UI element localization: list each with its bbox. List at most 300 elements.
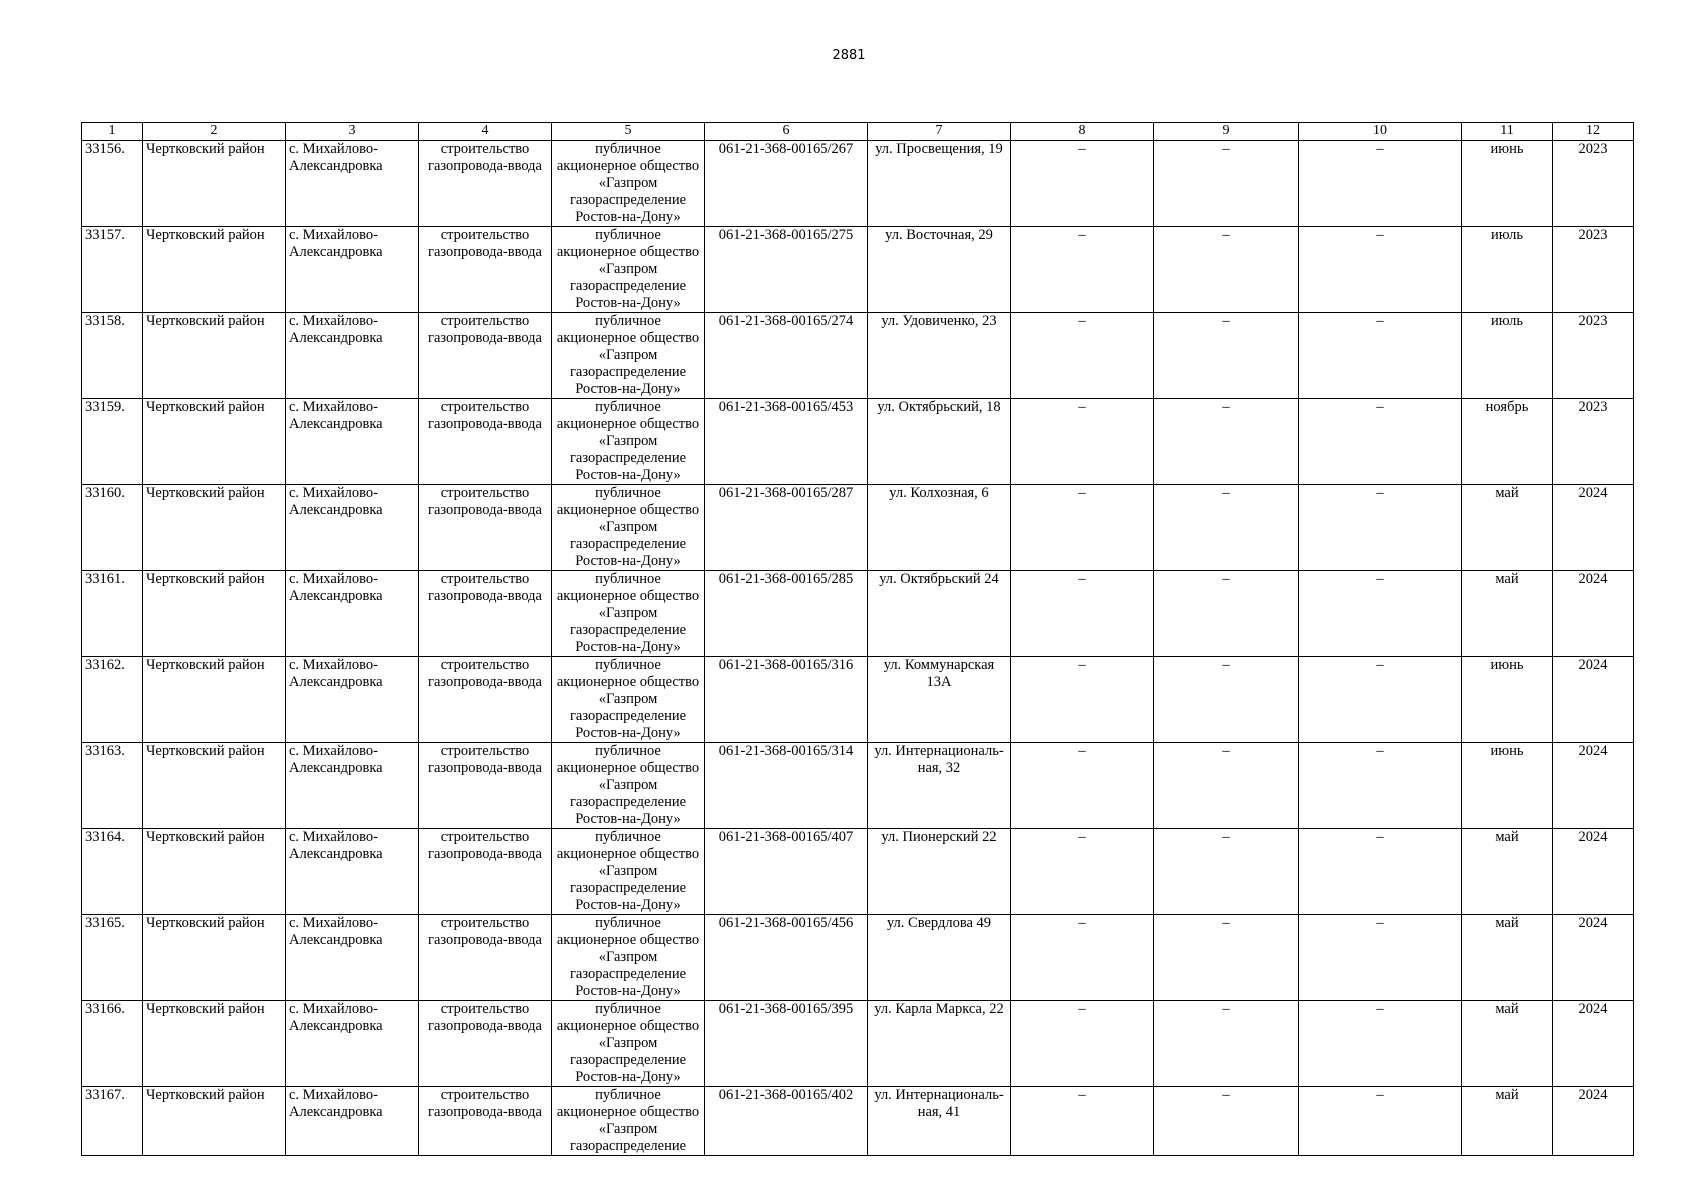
work-text: строительство газопровода-ввода	[428, 141, 542, 174]
district-text: Чертковский район	[146, 141, 265, 157]
column-header-7: 7	[868, 123, 1011, 141]
column-9-cell	[1154, 313, 1299, 399]
address-text: ул. Колхозная, 6	[889, 485, 989, 501]
year-text: 2023	[1578, 313, 1608, 329]
org-text: публичное акционерное общество «Газпром газораспределение Ростов-на-Дону»	[556, 399, 700, 483]
work-text: строительство газопровода-ввода	[428, 485, 542, 518]
month-cell	[1462, 313, 1553, 399]
district-cell	[143, 915, 286, 1001]
code-text: 061-21-368-00165/395	[718, 1001, 854, 1017]
year-cell	[1553, 915, 1634, 1001]
district-text: Чертковский район	[146, 829, 265, 845]
work-type-cell	[419, 227, 552, 313]
settlement-cell	[286, 141, 419, 227]
column-header-1: 1	[82, 123, 143, 141]
column-8-cell	[1011, 141, 1154, 227]
n-text: 33162.	[85, 657, 125, 673]
district-text: Чертковский район	[146, 313, 265, 329]
column-9-cell	[1154, 227, 1299, 313]
n-text: 33160.	[85, 485, 125, 501]
year-text: 2024	[1578, 829, 1608, 845]
address-text: ул. Октябрьский, 18	[877, 399, 1001, 415]
table-row	[82, 227, 1634, 313]
c9-text: –	[1222, 657, 1230, 673]
c8-text: –	[1078, 571, 1086, 587]
column-header-11: 11	[1462, 123, 1553, 141]
code-text: 061-21-368-00165/316	[718, 657, 854, 673]
month-text: май	[1495, 1087, 1519, 1103]
registry-code-cell	[705, 1087, 868, 1156]
column-9-cell	[1154, 141, 1299, 227]
c10-text: –	[1376, 657, 1384, 673]
column-8-cell	[1011, 743, 1154, 829]
organization-cell	[552, 399, 705, 485]
column-10-cell	[1299, 1087, 1462, 1156]
settlement-text: с. Михайлово-Александровка	[289, 743, 383, 776]
settlement-text: с. Михайлово-Александровка	[289, 571, 383, 604]
work-text: строительство газопровода-ввода	[428, 1087, 542, 1120]
month-text: май	[1495, 571, 1519, 587]
organization-cell	[552, 1087, 705, 1156]
year-cell	[1553, 1001, 1634, 1087]
address-text: ул. Свердлова 49	[886, 915, 992, 931]
registry-code-cell	[705, 313, 868, 399]
c9-text: –	[1222, 1087, 1230, 1103]
address-text: ул. Пионерский 22	[881, 829, 997, 845]
settlement-text: с. Михайлово-Александровка	[289, 1087, 383, 1120]
registry-code-cell	[705, 227, 868, 313]
code-text: 061-21-368-00165/285	[718, 571, 854, 587]
c8-text: –	[1078, 743, 1086, 759]
column-10-cell	[1299, 399, 1462, 485]
code-text: 061-21-368-00165/407	[718, 829, 854, 845]
work-type-cell	[419, 657, 552, 743]
table-row	[82, 571, 1634, 657]
settlement-text: с. Михайлово-Александровка	[289, 657, 383, 690]
year-cell	[1553, 571, 1634, 657]
year-cell	[1553, 743, 1634, 829]
year-text: 2024	[1578, 571, 1608, 587]
work-text: строительство газопровода-ввода	[428, 829, 542, 862]
n-text: 33156.	[85, 141, 125, 157]
work-type-cell	[419, 313, 552, 399]
settlement-cell	[286, 571, 419, 657]
district-text: Чертковский район	[146, 571, 265, 587]
month-cell	[1462, 657, 1553, 743]
organization-cell	[552, 485, 705, 571]
c8-text: –	[1078, 657, 1086, 673]
org-text: публичное акционерное общество «Газпром газораспределение	[556, 1087, 700, 1154]
year-text: 2023	[1578, 399, 1608, 415]
column-header-8: 8	[1011, 123, 1154, 141]
column-8-cell	[1011, 829, 1154, 915]
address-text: ул. Коммунарская 13А	[883, 657, 995, 690]
c8-text: –	[1078, 1001, 1086, 1017]
settlement-cell	[286, 743, 419, 829]
row-number-cell	[82, 829, 143, 915]
column-10-cell	[1299, 313, 1462, 399]
row-number-cell	[82, 571, 143, 657]
org-text: публичное акционерное общество «Газпром газораспределение Ростов-на-Дону»	[556, 915, 700, 999]
code-text: 061-21-368-00165/274	[718, 313, 854, 329]
settlement-cell	[286, 1001, 419, 1087]
c8-text: –	[1078, 141, 1086, 157]
table-row	[82, 743, 1634, 829]
table-row	[82, 485, 1634, 571]
address-cell	[868, 227, 1011, 313]
year-text: 2024	[1578, 485, 1608, 501]
column-10-cell	[1299, 227, 1462, 313]
column-10-cell	[1299, 485, 1462, 571]
table-row	[82, 141, 1634, 227]
c10-text: –	[1376, 141, 1384, 157]
organization-cell	[552, 141, 705, 227]
column-9-cell	[1154, 399, 1299, 485]
c9-text: –	[1222, 829, 1230, 845]
table-header	[82, 123, 1634, 141]
organization-cell	[552, 313, 705, 399]
column-9-cell	[1154, 1001, 1299, 1087]
registry-code-cell	[705, 485, 868, 571]
month-text: июль	[1490, 227, 1524, 243]
work-type-cell	[419, 829, 552, 915]
settlement-text: с. Михайлово-Александровка	[289, 915, 383, 948]
org-text: публичное акционерное общество «Газпром газораспределение Ростов-на-Дону»	[556, 1001, 700, 1085]
n-text: 33163.	[85, 743, 125, 759]
org-text: публичное акционерное общество «Газпром газораспределение Ростов-на-Дону»	[556, 743, 700, 827]
month-cell	[1462, 571, 1553, 657]
settlement-cell	[286, 915, 419, 1001]
n-text: 33164.	[85, 829, 125, 845]
address-cell	[868, 1087, 1011, 1156]
c9-text: –	[1222, 915, 1230, 931]
column-10-cell	[1299, 829, 1462, 915]
district-cell	[143, 313, 286, 399]
year-cell	[1553, 657, 1634, 743]
year-cell	[1553, 313, 1634, 399]
work-type-cell	[419, 1087, 552, 1156]
n-text: 33167.	[85, 1087, 125, 1103]
district-cell	[143, 399, 286, 485]
column-9-cell	[1154, 485, 1299, 571]
org-text: публичное акционерное общество «Газпром газораспределение Ростов-на-Дону»	[556, 829, 700, 913]
organization-cell	[552, 915, 705, 1001]
work-text: строительство газопровода-ввода	[428, 313, 542, 346]
column-8-cell	[1011, 915, 1154, 1001]
column-8-cell	[1011, 657, 1154, 743]
c8-text: –	[1078, 829, 1086, 845]
org-text: публичное акционерное общество «Газпром газораспределение Ростов-на-Дону»	[556, 227, 700, 311]
c10-text: –	[1376, 829, 1384, 845]
year-cell	[1553, 141, 1634, 227]
district-text: Чертковский район	[146, 743, 265, 759]
n-text: 33157.	[85, 227, 125, 243]
row-number-cell	[82, 1001, 143, 1087]
c9-text: –	[1222, 485, 1230, 501]
row-number-cell	[82, 915, 143, 1001]
address-text: ул. Удовиченко, 23	[881, 313, 997, 329]
year-cell	[1553, 829, 1634, 915]
district-cell	[143, 1001, 286, 1087]
table-row	[82, 313, 1634, 399]
settlement-cell	[286, 1087, 419, 1156]
c9-text: –	[1222, 571, 1230, 587]
district-cell	[143, 141, 286, 227]
table-row	[82, 1087, 1634, 1156]
district-text: Чертковский район	[146, 1087, 265, 1103]
row-number-cell	[82, 227, 143, 313]
organization-cell	[552, 829, 705, 915]
district-text: Чертковский район	[146, 227, 265, 243]
year-text: 2023	[1578, 141, 1608, 157]
registry-code-cell	[705, 829, 868, 915]
registry-code-cell	[705, 399, 868, 485]
month-text: май	[1495, 485, 1519, 501]
column-9-cell	[1154, 571, 1299, 657]
address-text: ул. Просвещения, 19	[875, 141, 1003, 157]
year-text: 2024	[1578, 1087, 1608, 1103]
c10-text: –	[1376, 227, 1384, 243]
address-text: ул. Интернациональ-ная, 32	[874, 743, 1004, 776]
org-text: публичное акционерное общество «Газпром газораспределение Ростов-на-Дону»	[556, 657, 700, 741]
work-type-cell	[419, 141, 552, 227]
address-cell	[868, 485, 1011, 571]
n-text: 33161.	[85, 571, 125, 587]
column-8-cell	[1011, 1001, 1154, 1087]
month-cell	[1462, 1087, 1553, 1156]
column-header-10: 10	[1299, 123, 1462, 141]
month-text: май	[1495, 915, 1519, 931]
district-cell	[143, 571, 286, 657]
column-10-cell	[1299, 915, 1462, 1001]
n-text: 33165.	[85, 915, 125, 931]
column-header-4: 4	[419, 123, 552, 141]
c9-text: –	[1222, 141, 1230, 157]
c9-text: –	[1222, 1001, 1230, 1017]
organization-cell	[552, 571, 705, 657]
settlement-cell	[286, 657, 419, 743]
settlement-text: с. Михайлово-Александровка	[289, 1001, 383, 1034]
column-header-2: 2	[143, 123, 286, 141]
work-type-cell	[419, 399, 552, 485]
column-9-cell	[1154, 657, 1299, 743]
c8-text: –	[1078, 227, 1086, 243]
code-text: 061-21-368-00165/267	[718, 141, 854, 157]
column-8-cell	[1011, 313, 1154, 399]
year-cell	[1553, 1087, 1634, 1156]
district-cell	[143, 829, 286, 915]
c10-text: –	[1376, 313, 1384, 329]
c10-text: –	[1376, 485, 1384, 501]
month-cell	[1462, 743, 1553, 829]
address-cell	[868, 571, 1011, 657]
settlement-cell	[286, 829, 419, 915]
header-row	[82, 123, 1634, 141]
column-8-cell	[1011, 399, 1154, 485]
district-cell	[143, 227, 286, 313]
n-text: 33166.	[85, 1001, 125, 1017]
code-text: 061-21-368-00165/314	[718, 743, 854, 759]
registry-code-cell	[705, 141, 868, 227]
settlement-cell	[286, 399, 419, 485]
column-header-5: 5	[552, 123, 705, 141]
c10-text: –	[1376, 399, 1384, 415]
settlement-text: с. Михайлово-Александровка	[289, 141, 383, 174]
settlement-cell	[286, 313, 419, 399]
district-cell	[143, 743, 286, 829]
month-cell	[1462, 399, 1553, 485]
column-10-cell	[1299, 571, 1462, 657]
month-cell	[1462, 1001, 1553, 1087]
year-text: 2024	[1578, 743, 1608, 759]
c8-text: –	[1078, 1087, 1086, 1103]
month-text: ноябрь	[1485, 399, 1529, 415]
district-text: Чертковский район	[146, 657, 265, 673]
work-text: строительство газопровода-ввода	[428, 227, 542, 260]
c9-text: –	[1222, 227, 1230, 243]
org-text: публичное акционерное общество «Газпром газораспределение Ростов-на-Дону»	[556, 485, 700, 569]
year-cell	[1553, 399, 1634, 485]
registry-code-cell	[705, 743, 868, 829]
address-cell	[868, 141, 1011, 227]
year-text: 2024	[1578, 915, 1608, 931]
c9-text: –	[1222, 313, 1230, 329]
work-text: строительство газопровода-ввода	[428, 657, 542, 690]
month-text: июнь	[1490, 657, 1524, 673]
address-cell	[868, 657, 1011, 743]
row-number-cell	[82, 313, 143, 399]
month-text: июнь	[1490, 141, 1524, 157]
column-10-cell	[1299, 141, 1462, 227]
work-text: строительство газопровода-ввода	[428, 743, 542, 776]
column-header-12: 12	[1553, 123, 1634, 141]
address-cell	[868, 915, 1011, 1001]
n-text: 33158.	[85, 313, 125, 329]
year-cell	[1553, 227, 1634, 313]
address-text: ул. Октябрьский 24	[879, 571, 999, 587]
column-header-3: 3	[286, 123, 419, 141]
work-text: строительство газопровода-ввода	[428, 1001, 542, 1034]
row-number-cell	[82, 399, 143, 485]
settlement-text: с. Михайлово-Александровка	[289, 485, 383, 518]
table-row	[82, 399, 1634, 485]
registry-code-cell	[705, 657, 868, 743]
address-cell	[868, 399, 1011, 485]
district-cell	[143, 657, 286, 743]
code-text: 061-21-368-00165/402	[718, 1087, 854, 1103]
district-cell	[143, 485, 286, 571]
c8-text: –	[1078, 313, 1086, 329]
organization-cell	[552, 743, 705, 829]
district-cell	[143, 1087, 286, 1156]
row-number-cell	[82, 1087, 143, 1156]
table-body	[82, 141, 1634, 1156]
work-text: строительство газопровода-ввода	[428, 399, 542, 432]
page-number: 2881	[832, 48, 866, 63]
column-9-cell	[1154, 829, 1299, 915]
org-text: публичное акционерное общество «Газпром газораспределение Ростов-на-Дону»	[556, 313, 700, 397]
c9-text: –	[1222, 399, 1230, 415]
code-text: 061-21-368-00165/453	[718, 399, 854, 415]
address-cell	[868, 743, 1011, 829]
settlement-cell	[286, 485, 419, 571]
column-9-cell	[1154, 1087, 1299, 1156]
c8-text: –	[1078, 915, 1086, 931]
column-8-cell	[1011, 571, 1154, 657]
column-8-cell	[1011, 227, 1154, 313]
year-text: 2023	[1578, 227, 1608, 243]
district-text: Чертковский район	[146, 485, 265, 501]
table-row	[82, 915, 1634, 1001]
organization-cell	[552, 1001, 705, 1087]
c9-text: –	[1222, 743, 1230, 759]
registry-table	[81, 122, 1634, 1156]
district-text: Чертковский район	[146, 399, 265, 415]
work-type-cell	[419, 915, 552, 1001]
work-type-cell	[419, 743, 552, 829]
work-text: строительство газопровода-ввода	[428, 915, 542, 948]
year-text: 2024	[1578, 1001, 1608, 1017]
n-text: 33159.	[85, 399, 125, 415]
code-text: 061-21-368-00165/275	[718, 227, 854, 243]
month-text: май	[1495, 1001, 1519, 1017]
table-row	[82, 657, 1634, 743]
c10-text: –	[1376, 1087, 1384, 1103]
row-number-cell	[82, 657, 143, 743]
work-type-cell	[419, 571, 552, 657]
work-type-cell	[419, 485, 552, 571]
column-header-9: 9	[1154, 123, 1299, 141]
settlement-cell	[286, 227, 419, 313]
work-type-cell	[419, 1001, 552, 1087]
code-text: 061-21-368-00165/456	[718, 915, 854, 931]
column-9-cell	[1154, 743, 1299, 829]
column-8-cell	[1011, 1087, 1154, 1156]
year-text: 2024	[1578, 657, 1608, 673]
c10-text: –	[1376, 743, 1384, 759]
month-cell	[1462, 227, 1553, 313]
address-cell	[868, 829, 1011, 915]
address-text: ул. Интернациональ-ная, 41	[874, 1087, 1004, 1120]
address-text: ул. Восточная, 29	[885, 227, 993, 243]
c10-text: –	[1376, 571, 1384, 587]
row-number-cell	[82, 485, 143, 571]
row-number-cell	[82, 743, 143, 829]
c10-text: –	[1376, 915, 1384, 931]
column-10-cell	[1299, 743, 1462, 829]
settlement-text: с. Михайлово-Александровка	[289, 227, 383, 260]
address-cell	[868, 1001, 1011, 1087]
settlement-text: с. Михайлово-Александровка	[289, 829, 383, 862]
column-8-cell	[1011, 485, 1154, 571]
settlement-text: с. Михайлово-Александровка	[289, 313, 383, 346]
settlement-text: с. Михайлово-Александровка	[289, 399, 383, 432]
month-text: июль	[1490, 313, 1524, 329]
column-9-cell	[1154, 915, 1299, 1001]
registry-code-cell	[705, 1001, 868, 1087]
district-text: Чертковский район	[146, 915, 265, 931]
c10-text: –	[1376, 1001, 1384, 1017]
address-text: ул. Карла Маркса, 22	[874, 1001, 1004, 1017]
organization-cell	[552, 227, 705, 313]
code-text: 061-21-368-00165/287	[718, 485, 854, 501]
month-text: июнь	[1490, 743, 1524, 759]
table-row	[82, 829, 1634, 915]
table-row	[82, 1001, 1634, 1087]
c8-text: –	[1078, 485, 1086, 501]
district-text: Чертковский район	[146, 1001, 265, 1017]
address-cell	[868, 313, 1011, 399]
